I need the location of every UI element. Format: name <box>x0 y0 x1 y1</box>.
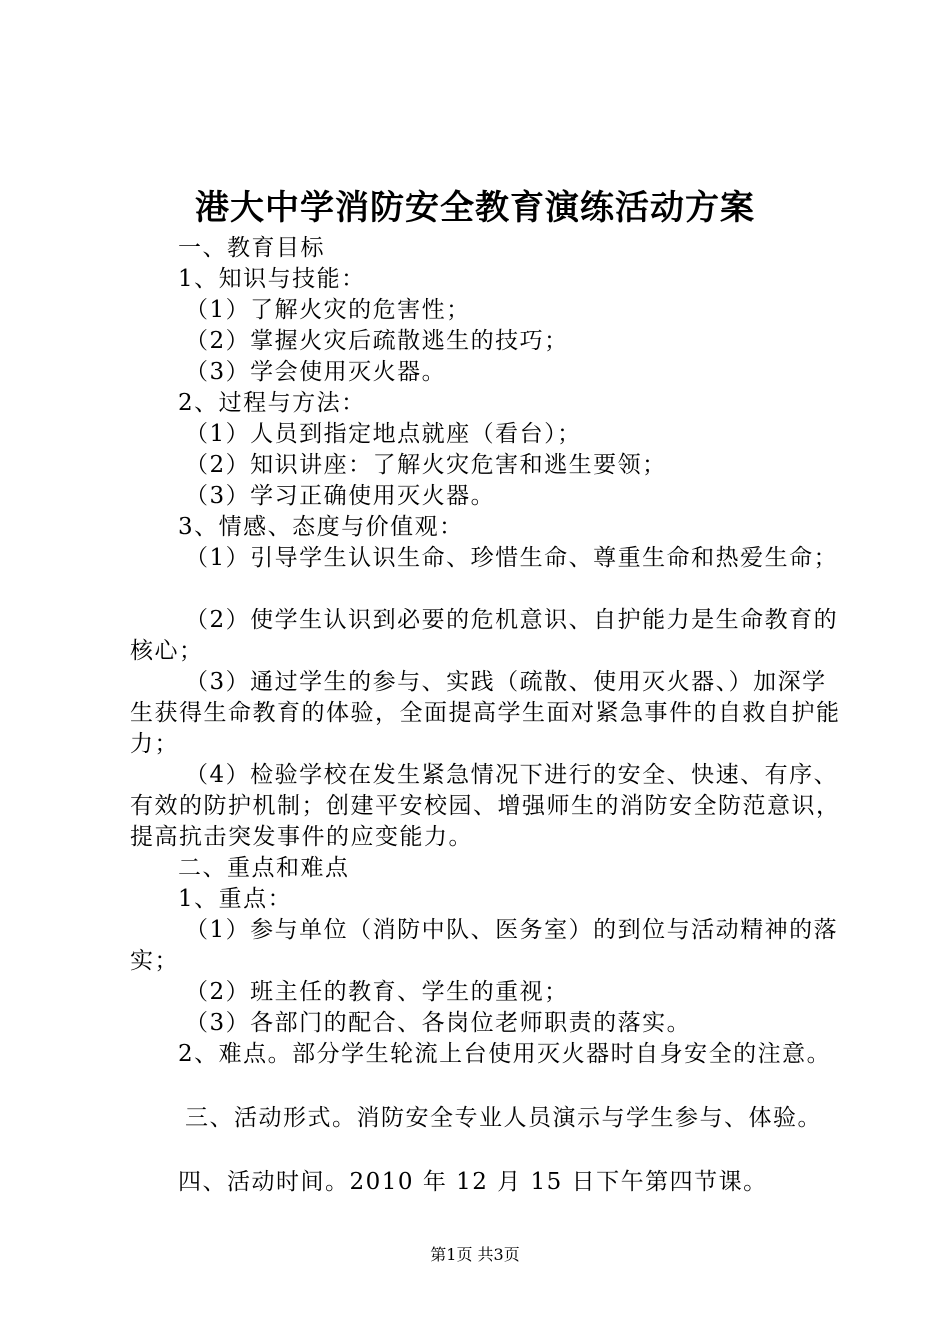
list-item: （3）各部门的配合、各岗位老师职责的落实。 <box>185 1010 692 1036</box>
list-item: （2）知识讲座：了解火灾危害和逃生要领； <box>185 452 667 478</box>
section-heading: 一、教育目标 <box>178 235 325 261</box>
list-item: （3）学习正确使用灭火器。 <box>185 483 496 509</box>
subsection-heading: 1、知识与技能： <box>178 266 366 292</box>
list-item: （3）学会使用灭火器。 <box>185 359 447 385</box>
list-item: （3）通过学生的参与、实践（疏散、使用灭火器、）加深学生获得生命教育的体验，全面提高学生面对紧急事件的自救自护能力； <box>130 669 841 757</box>
blank-line <box>130 1134 850 1167</box>
paragraph: 2、难点。部分学生轮流上台使用灭火器时自身安全的注意。 <box>178 1041 832 1067</box>
subsection-heading: 3、情感、态度与价值观： <box>178 514 464 540</box>
section-heading: 三、活动形式。消防安全专业人员演示与学生参与、体验。 <box>185 1105 822 1131</box>
document-title: 港大中学消防安全教育演练活动方案 <box>195 188 755 228</box>
document-body <box>130 233 850 1198</box>
list-item: （1）参与单位（消防中队、医务室）的到位与活动精神的落实； <box>130 917 839 974</box>
list-item: （1）了解火灾的危害性； <box>185 297 471 323</box>
list-item: （1）人员到指定地点就座（看台）； <box>185 421 582 447</box>
list-item: （4）检验学校在发生紧急情况下进行的安全、快速、有序、有效的防护机制；创建平安校园、增强师生的消防安全防范意识，提高抗击突发事件的应变能力。 <box>130 762 841 850</box>
blank-line <box>130 1070 850 1103</box>
section-heading: 四、活动时间。2010 年 12 月 15 日下午第四节课。 <box>178 1169 768 1195</box>
list-item: （2）班主任的教育、学生的重视； <box>185 979 569 1005</box>
subsection-heading: 1、重点： <box>178 886 293 912</box>
section-heading: 二、重点和难点 <box>178 855 350 881</box>
subsection-heading: 2、过程与方法： <box>178 390 366 416</box>
page-footer: 第1页 共3页 <box>430 1245 520 1264</box>
list-item: （2）使学生认识到必要的危机意识、自护能力是生命教育的核心； <box>130 607 839 664</box>
blank-line <box>130 574 850 605</box>
list-item: （2）掌握火灾后疏散逃生的技巧； <box>185 328 569 354</box>
list-item: （1）引导学生认识生命、珍惜生命、尊重生命和热爱生命； <box>185 545 839 571</box>
